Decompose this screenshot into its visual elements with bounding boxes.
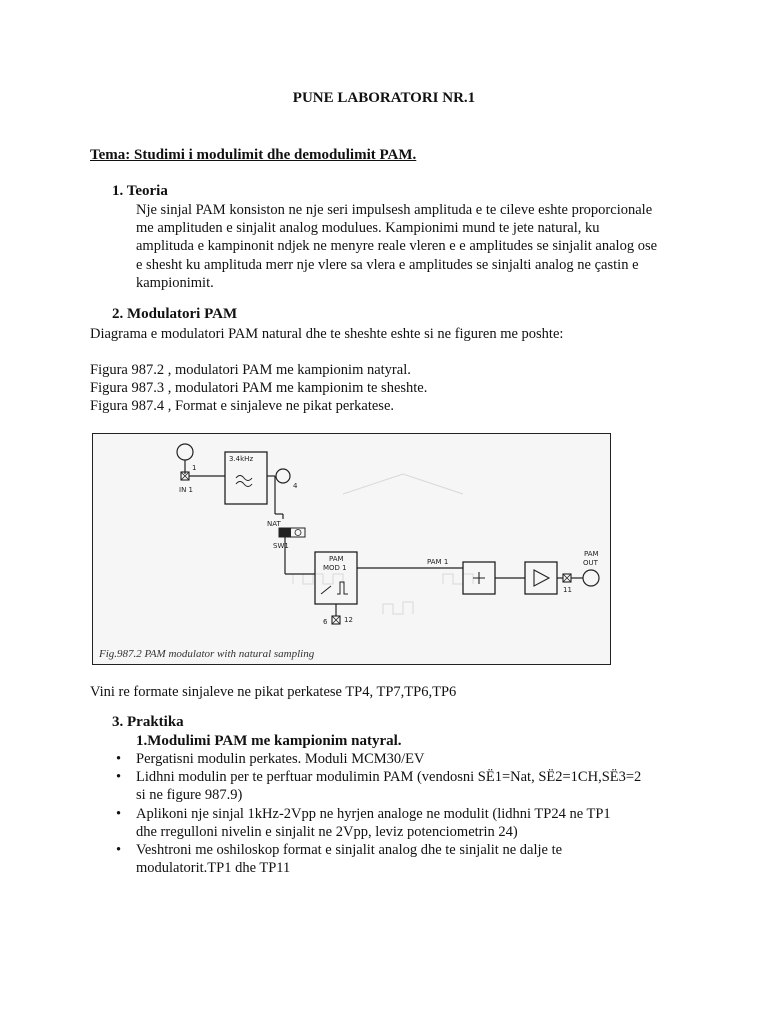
figure-list-item: Figura 987.2 , modulatori PAM me kampionim natyral. [90,362,411,378]
node-1-label: 1 [192,464,197,472]
node-4-label: 4 [293,482,298,490]
task-text: • Pergatisni modulin perkates. Moduli MCM30/EV [136,751,425,767]
page-title: PUNE LABORATORI NR.1 [292,90,476,106]
task-text: • Aplikoni nje sinjal 1kHz-2Vpp ne hyrjen analoge ne modulit (lidhni TP24 ne TP1 [136,805,611,822]
figure-list-item: Figura 987.4 , Format e sinjaleve ne pikat perkatese. [90,398,395,415]
section-1-line: kampionimit. [136,274,214,291]
nat-label: NAT [267,520,281,528]
scan-ghost [293,474,473,614]
in1-label: IN 1 [179,486,193,494]
diagram-svg [93,434,610,664]
figure-caption: Fig.987.2 PAM modulator with natural sampling [99,648,315,660]
topic-heading: Tema: Studimi i modulimit dhe demodulimit PAM. [90,147,417,163]
task-list-item [112,750,672,768]
filter-label: 3.4kHz [229,455,254,463]
after-figure-text: Vini re formate sinjaleve ne pikat perkatese TP4, TP7,TP6,TP6 [90,684,457,700]
task-list [112,750,672,877]
task-text: dhe rregulloni nivelin e sinjalit ne 2Vpp, leviz potenciometrin 24) [136,823,518,840]
mod-label-2: MOD 1 [323,564,347,572]
figure-list [90,361,427,416]
section-1-line: Nje sinjal PAM konsiston ne nje seri impulsesh amplituda e te cileve eshte proporcionale [136,202,653,218]
node-12-label: 12 [344,616,353,624]
tp4-testpoint-icon [276,469,290,483]
pam1-line-label: PAM 1 [427,558,449,566]
in1-testpoint-icon [177,444,193,460]
node-11-label: 11 [563,586,572,594]
task-list-item [112,805,672,841]
plus-icon [473,572,485,584]
sw1-label: SW1 [273,542,289,550]
task-text: modulatorit.TP1 dhe TP11 [136,860,291,877]
pam-modulator-diagram [92,433,611,665]
section-2-heading: 2. Modulatori PAM [112,306,238,322]
section-1-body [136,201,657,292]
section-1-heading: 1. Teoria [112,183,168,199]
filter-symbol-icon [236,476,252,487]
mod-label-1: PAM [329,555,344,563]
section-3-subheading: 1.Modulimi PAM me kampionim natyral. [136,733,402,749]
out-label-1: PAM [584,550,599,558]
task-list-item [112,841,672,877]
amplifier-block [525,562,557,594]
section-1-line: me amplituden e sinjalit analog modulues. Kampionimi mund te jete natural, ku [136,220,600,237]
node-6-label: 6 [323,618,328,626]
pam-out-testpoint-icon [583,570,599,586]
out-label-2: OUT [583,559,598,567]
amplifier-triangle-icon [534,570,549,586]
task-list-item [112,768,672,804]
task-text: si ne figure 987.9) [136,787,243,804]
section-1-line: e shesht ku amplituda merr nje vlere sa vlera e amplitudes se sinjalti analog ne çastin e [136,256,639,273]
section-1-line: amplituda e kampinonit ndjek ne menyre reale vleren e e amplitudes se sinjalit analog ose [136,238,658,255]
section-2-intro: Diagrama e modulatori PAM natural dhe te sheshte eshte si ne figuren me poshte: [90,326,564,342]
section-3-heading: 3. Praktika [112,714,184,730]
task-text: • Veshtroni me oshiloskop format e sinjalit analog dhe te sinjalit ne dalje te [136,842,563,859]
task-text: • Lidhni modulin per te perftuar modulimin PAM (vendosni SË1=Nat, SË2=1CH,SË3=2 [136,769,642,786]
figure-list-item: Figura 987.3 , modulatori PAM me kampionim te sheshte. [90,380,428,397]
